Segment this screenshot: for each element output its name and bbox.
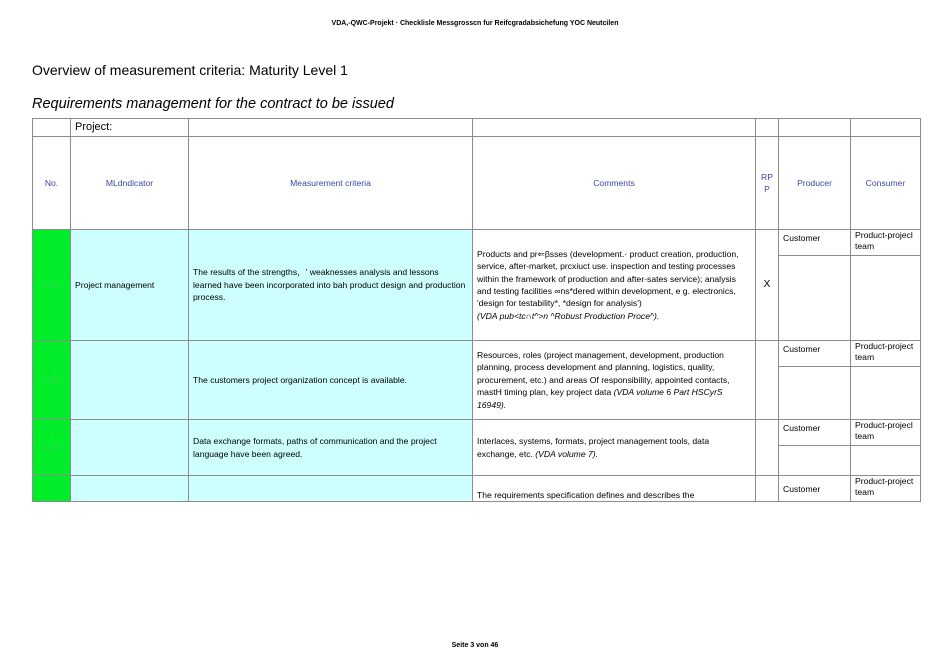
comment-reference: (VDA volume 7). [535,448,599,459]
row-comments [473,420,756,476]
comment-reference: (VDA volume [613,387,664,398]
row-rpp-mark [756,476,779,502]
comment-reference: (VDA pub<tc∩t^>n ^Robust Production Proce^). [477,310,660,321]
row-comments: The requirements specification defines and describes the [473,476,756,502]
row-producer: Customer [779,476,851,502]
document-header: VDA,-QWC-Projekt · Checklisle Messgrosscn fur Reifcgradabsichefung YOC Neutcilen [331,20,619,27]
row-comments [473,230,756,341]
header-comments: Comments [473,137,756,230]
project-label: Project: [71,119,189,137]
row-rpp-mark [756,420,779,476]
table-row [33,476,921,502]
comment-reference-number: 6 [666,387,672,398]
row-producer: Customer [779,420,851,446]
comment-text: Resources, roles (project management, development, production planning, process development and planning, logistics, quality, procurement, etc.) and areas Of responsibility, appointed contacts, mastH timing plan, key project data [477,349,730,398]
project-row [33,119,921,137]
header-consumer: Consumer [851,137,921,230]
header-row [33,137,921,230]
row-indicator: Project management [71,230,189,341]
table-row [33,341,921,367]
row-number: 1.1.2 [33,341,71,420]
row-number: 1.1.1 [33,230,71,341]
page-number: Seite 3 von 46 [451,642,499,649]
header-criteria: Measurement criteria [189,137,473,230]
row-indicator [71,476,189,502]
producer-blank [779,256,851,341]
header-indicator: MLdndicator [71,137,189,230]
producer-blank [779,446,851,476]
row-producer: Customer [779,230,851,256]
project-value[interactable] [189,119,473,137]
row-criteria [189,476,473,502]
row-consumer: Product-project team [851,476,921,502]
row-number [33,476,71,502]
row-criteria: Data exchange formats, paths of communication and the project language have been agreed. [189,420,473,476]
header-rpp: RP P [756,137,779,230]
row-rpp-mark [756,341,779,420]
row-producer: Customer [779,341,851,367]
row-indicator [71,420,189,476]
comment-reference-tail: Part HSCyrS 16949). [477,387,723,410]
row-rpp-mark: X [756,230,779,341]
table-row [33,230,921,256]
row-criteria: The results of the strengths，' weaknesses analysis and lessons learned have been incorporated into bah product design and production process. [189,230,473,341]
header-producer: Producer [779,137,851,230]
producer-blank [779,367,851,420]
page-title: Overview of measurement criteria: Maturity Level 1 [32,62,348,78]
row-comments [473,341,756,420]
row-number: 1.1.3 [33,420,71,476]
consumer-blank [851,446,921,476]
row-criteria: The customers project organization concept is available. [189,341,473,420]
table-row [33,420,921,446]
row-consumer: Product-projecl team [851,230,921,256]
project-cell-blank [33,119,71,137]
row-consumer: Product-project team [851,341,921,367]
row-indicator [71,341,189,420]
header-no: No. [33,137,71,230]
consumer-blank [851,256,921,341]
consumer-blank [851,367,921,420]
row-consumer: Product-projecl team [851,420,921,446]
criteria-table [32,118,921,502]
comment-text: Products and pr⇐βsses (development.· product creation, production, service, after-market, prcxiuct use. inspection and testing processes within the framework of production and after-sates service); analysis and testing facilities ∞ns*dered within development, e g. electronics, 'design for testability*, *design for analysis') [477,248,739,309]
comment-text: Interlaces, systems, formats, project management tools, data exchange, etc. [477,436,710,459]
section-subtitle: Requirements management for the contract to be issued [32,96,394,112]
